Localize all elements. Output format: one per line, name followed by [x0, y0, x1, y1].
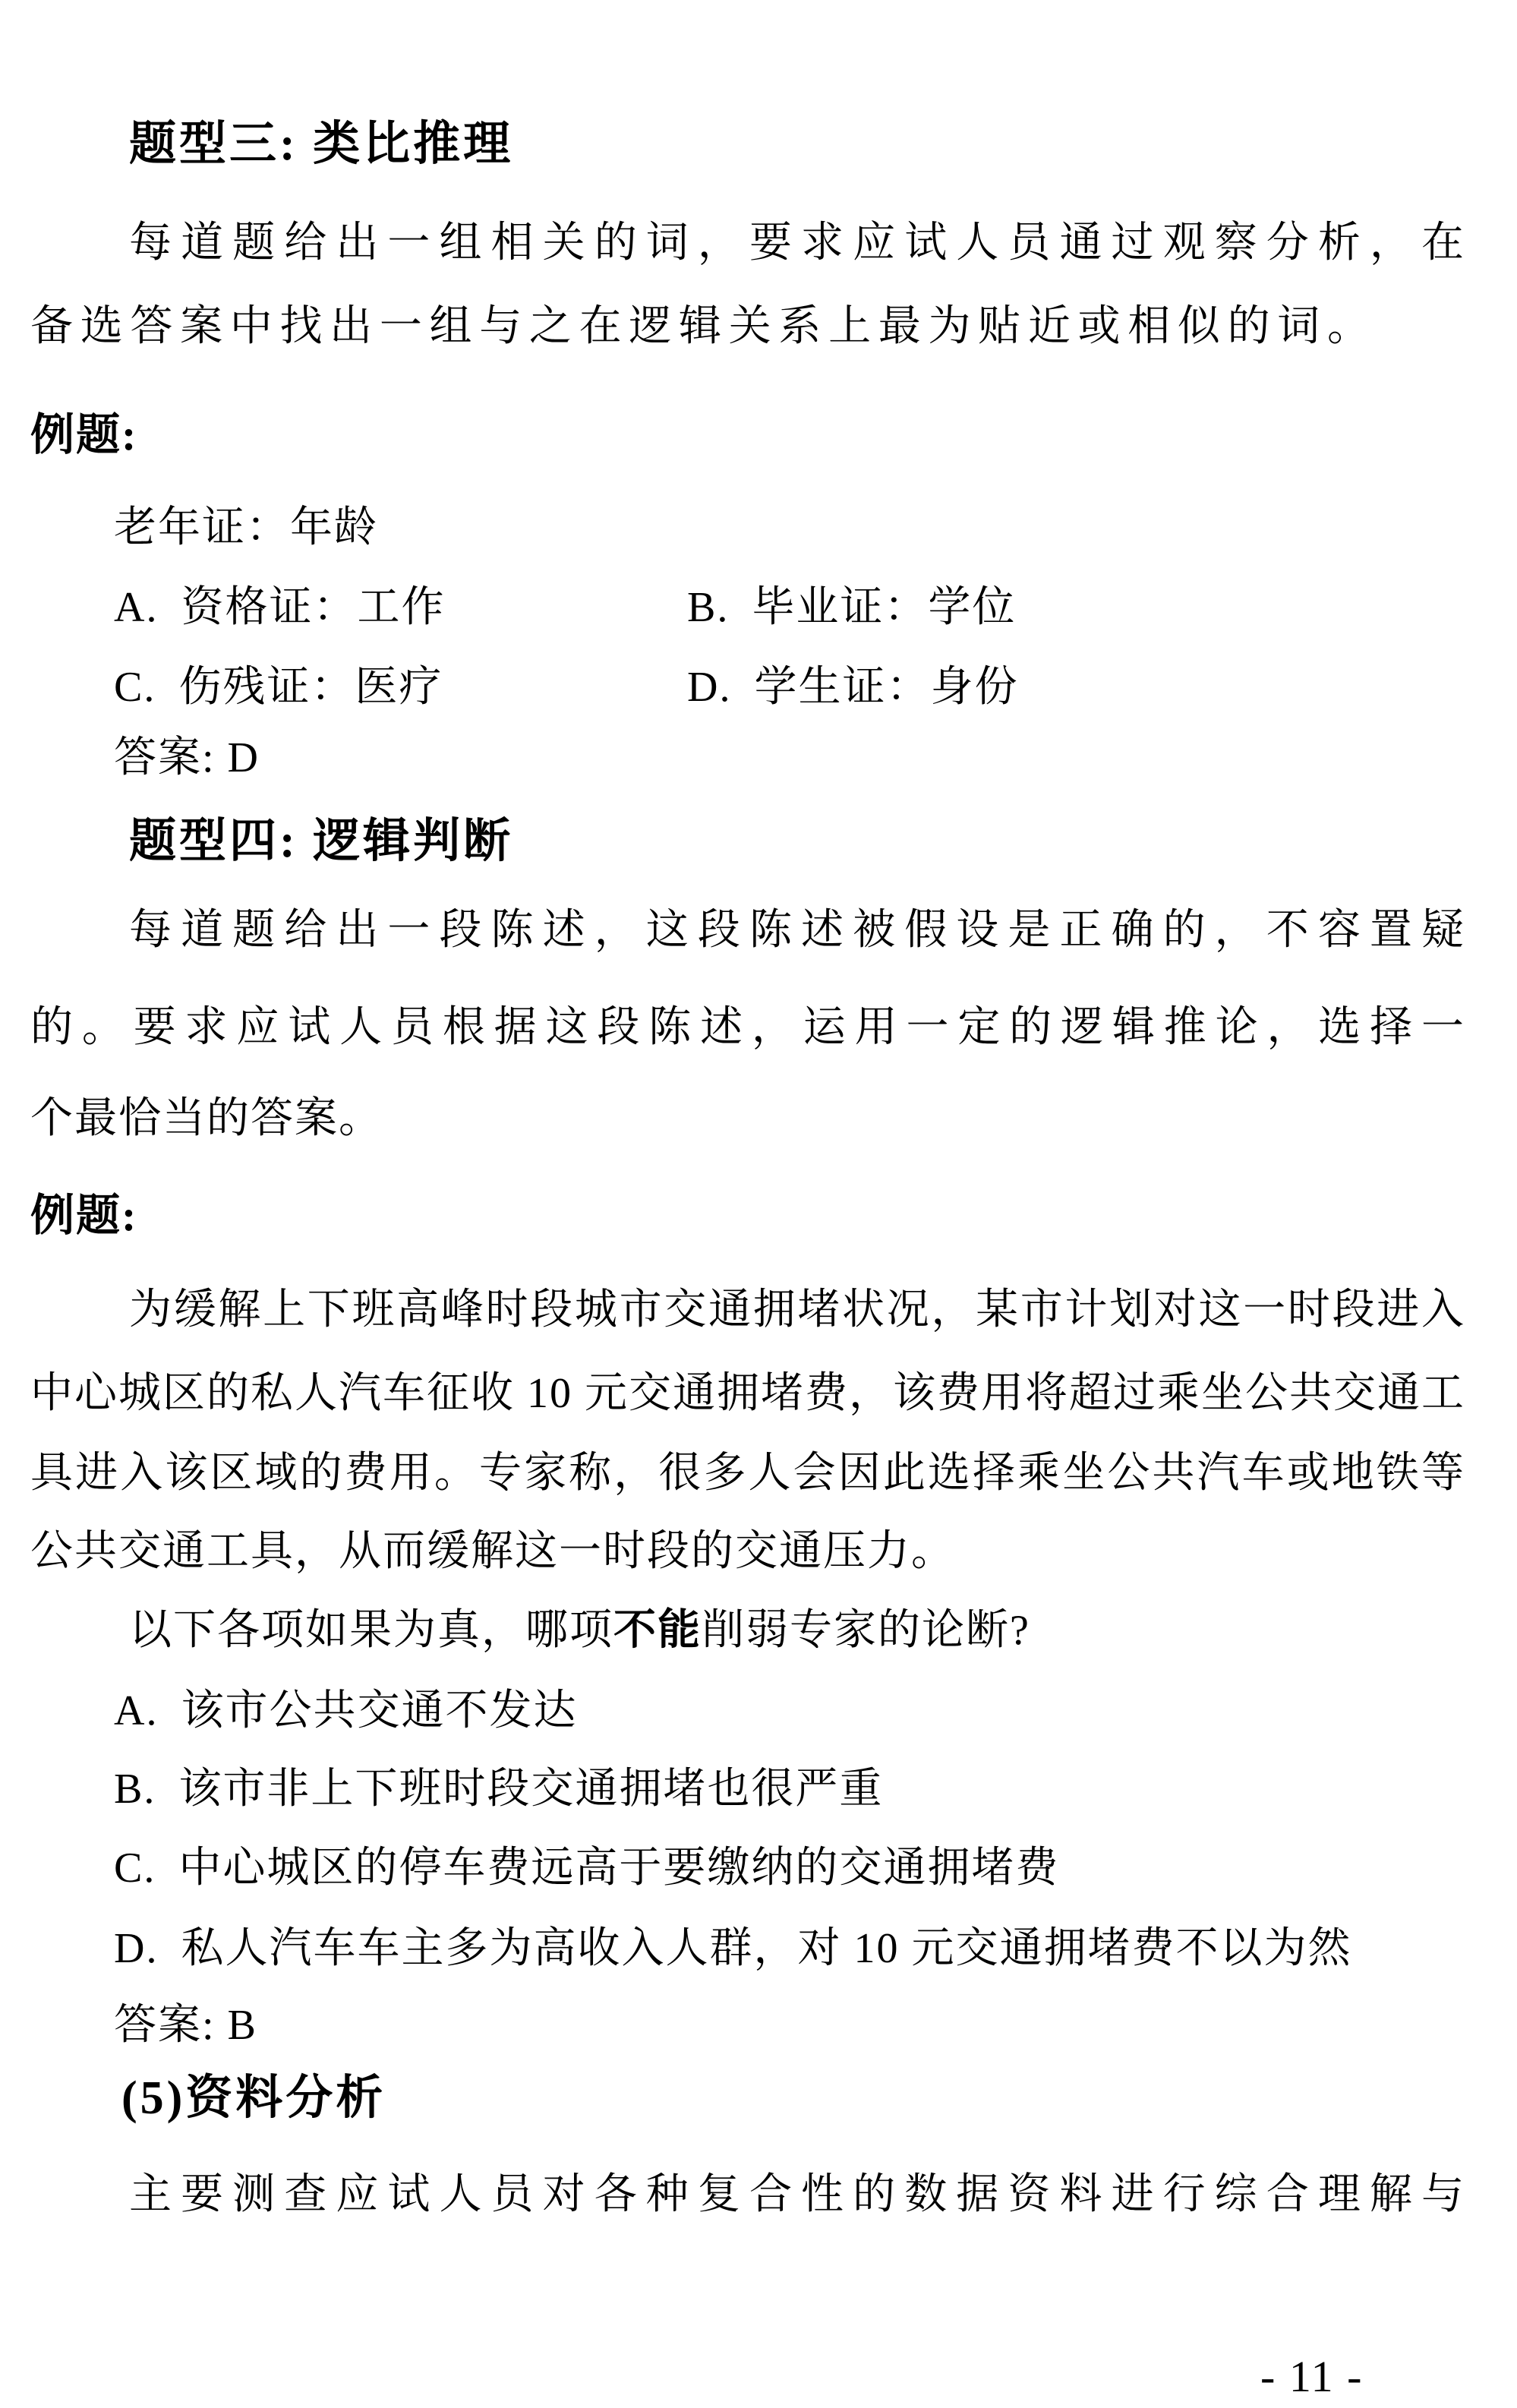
type4-passage-line-4: 公共交通工具，从而缓解这一时段的交通压力。	[30, 1528, 955, 1575]
option-label: B.	[114, 1766, 156, 1813]
type4-option-d	[114, 1922, 1351, 1975]
type3-option-c	[114, 661, 443, 714]
option-text: 学生证：身份	[754, 664, 1019, 711]
option-text: 资格证：工作	[181, 584, 446, 631]
question-text-pre: 以下各项如果为真，哪项	[129, 1607, 613, 1654]
option-label: D.	[687, 664, 732, 711]
type3-option-d	[687, 661, 1018, 714]
type4-option-c	[114, 1842, 1059, 1895]
option-text: 中心城区的停车费远高于要缴纳的交通拥堵费	[178, 1845, 1060, 1892]
option-text: 毕业证：学位	[752, 584, 1017, 631]
type3-example-label: 例题:	[30, 410, 138, 459]
question-text-emphasis: 不能	[613, 1607, 702, 1654]
option-label: B.	[687, 584, 730, 631]
type4-passage-line-2: 中心城区的私人汽车征收 10 元交通拥堵费，该费用将超过乘坐公共交通工	[30, 1370, 1465, 1417]
type3-option-a	[114, 581, 445, 634]
option-label: C.	[114, 1845, 156, 1892]
type4-answer: 答案: B	[114, 2002, 257, 2049]
type4-intro-line-3: 个最恰当的答案。	[30, 1095, 383, 1142]
option-text: 该市非上下班时段交通拥堵也很严重	[178, 1766, 884, 1813]
option-text: 该市公共交通不发达	[181, 1687, 578, 1734]
data-analysis-body-line: 主要测查应试人员对各种复合性的数据资料进行综合理解与	[129, 2171, 1465, 2218]
type4-passage-line-1: 为缓解上下班高峰时段城市交通拥堵状况，某市计划对这一时段进入	[129, 1286, 1465, 1333]
question-text-post: 削弱专家的论断?	[702, 1607, 1030, 1654]
option-label: C.	[114, 664, 156, 711]
type3-option-b	[687, 581, 1016, 634]
type4-option-a	[114, 1684, 577, 1737]
type4-intro-line-2: 的。要求应试人员根据这段陈述，运用一定的逻辑推论，选择一	[30, 1004, 1465, 1051]
type4-option-b	[114, 1763, 883, 1816]
type4-intro-line-1: 每道题给出一段陈述，这段陈述被假设是正确的，不容置疑	[129, 907, 1465, 954]
type4-passage-line-3: 具进入该区域的费用。专家称，很多人会因此选择乘坐公共汽车或地铁等	[30, 1450, 1465, 1497]
section-heading-data-analysis: (5)资料分析	[121, 2072, 386, 2124]
type3-answer: 答案: D	[114, 734, 260, 781]
type3-intro-line-1: 每道题给出一组相关的词，要求应试人员通过观察分析，在	[129, 219, 1465, 267]
option-label: D.	[114, 1925, 159, 1972]
option-text: 私人汽车车主多为高收入人群，对 10 元交通拥堵费不以为然	[181, 1925, 1352, 1972]
type4-question-line	[129, 1604, 1517, 1657]
page-number: - 11 -	[1260, 2352, 1364, 2401]
option-label: A.	[114, 1687, 159, 1734]
type3-question-stem: 老年证：年龄	[114, 504, 378, 551]
option-label: A.	[114, 584, 159, 631]
option-text: 伤残证：医疗	[178, 664, 443, 711]
section-heading-type3: 题型三: 类比推理	[129, 118, 514, 170]
type4-example-label: 例题:	[30, 1191, 138, 1240]
section-heading-type4: 题型四: 逻辑判断	[129, 816, 514, 867]
type3-intro-line-2: 备选答案中找出一组与之在逻辑关系上最为贴近或相似的词。	[30, 303, 1371, 350]
